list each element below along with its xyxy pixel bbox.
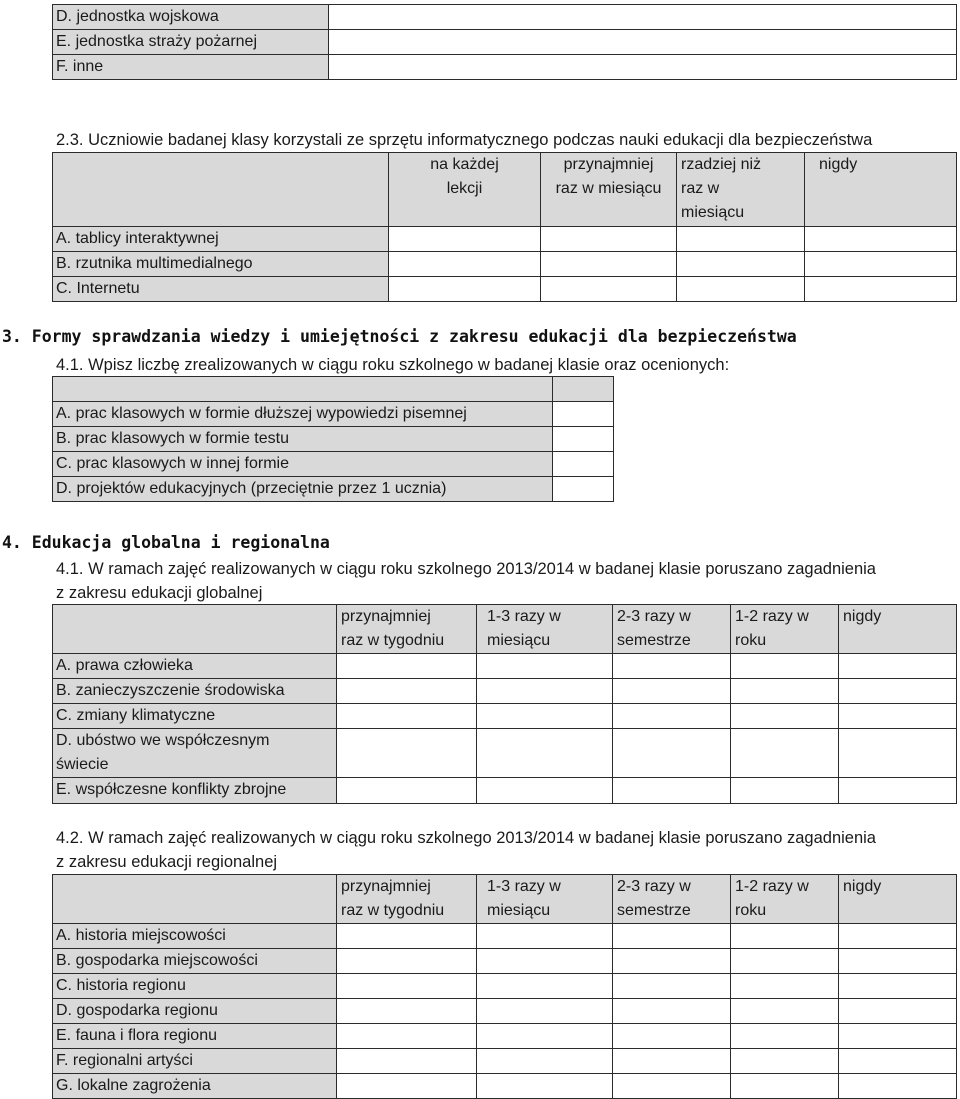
answer-cell[interactable] [337,679,477,704]
answer-cell[interactable] [839,679,957,704]
answer-cell[interactable] [731,999,839,1024]
col-header-never: nigdy [839,605,957,654]
answer-cell[interactable] [337,974,477,999]
answer-cell[interactable] [613,949,731,974]
question-4-2-regional-line2: z zakresu edukacji regionalnej [56,853,278,871]
answer-cell[interactable] [731,1024,839,1049]
col-header-never: nigdy [839,875,957,924]
answer-cell[interactable] [613,679,731,704]
row-label: A. prawa człowieka [53,654,337,679]
header-blank [53,605,337,654]
answer-cell[interactable] [337,778,477,804]
count-cell[interactable] [553,452,614,477]
col-header-1-2-yearly: 1-2 razy w roku [731,605,839,654]
question-4-2-regional-line1: 4.2. W ramach zajęć realizowanych w ciągu roku szkolnego 2013/2014 w badanej klasie poruszano zagadnienia [56,829,876,847]
assessment-table [52,376,614,502]
col-header-2-3-semester: 2-3 razy w semestrze [613,875,731,924]
answer-cell[interactable] [677,227,805,252]
answer-cell[interactable] [731,729,839,778]
col-header-1-3-monthly: 1-3 razy w miesiącu [477,605,613,654]
count-cell[interactable] [553,402,614,427]
answer-cell[interactable] [477,949,613,974]
section-4-heading: 4. Edukacja globalna i regionalna [2,533,330,552]
answer-cell[interactable] [731,924,839,949]
section-3-heading: 3. Formy sprawdzania wiedzy i umiejętności z zakresu edukacji dla bezpieczeństwa [2,327,797,346]
answer-cell[interactable] [839,704,957,729]
answer-cell[interactable] [613,974,731,999]
answer-cell[interactable] [731,949,839,974]
institution-table [52,4,957,80]
answer-cell[interactable] [477,974,613,999]
answer-cell[interactable] [839,778,957,804]
header-blank [53,875,337,924]
col-header-1-3-monthly: 1-3 razy w miesiącu [477,875,613,924]
col-header-less-than-monthly: rzadziej niż raz w miesiącu [677,153,805,227]
answer-cell[interactable] [613,1074,731,1099]
answer-cell[interactable] [389,252,541,277]
row-label: B. prac klasowych w formie testu [53,427,553,452]
row-label: D. jednostka wojskowa [53,5,329,30]
row-label: E. współczesne konflikty zbrojne [53,778,337,804]
answer-cell[interactable] [329,30,957,55]
answer-cell[interactable] [477,704,613,729]
col-header-1-2-yearly: 1-2 razy w roku [731,875,839,924]
answer-cell[interactable] [731,704,839,729]
row-label: C. Internetu [53,277,389,302]
answer-cell[interactable] [839,1024,957,1049]
answer-cell[interactable] [731,974,839,999]
answer-cell[interactable] [731,654,839,679]
answer-cell[interactable] [541,252,677,277]
answer-cell[interactable] [477,679,613,704]
answer-cell[interactable] [731,679,839,704]
answer-cell[interactable] [613,654,731,679]
answer-cell[interactable] [477,1074,613,1099]
row-label: C. prac klasowych w innej formie [53,452,553,477]
row-label: B. gospodarka miejscowości [53,949,337,974]
answer-cell[interactable] [337,924,477,949]
count-cell[interactable] [553,427,614,452]
answer-cell[interactable] [613,924,731,949]
regional-education-table [52,874,957,1099]
answer-cell[interactable] [839,729,957,778]
col-header-weekly: przynajmniej raz w tygodniu [337,875,477,924]
answer-cell[interactable] [337,999,477,1024]
global-education-table [52,604,957,804]
answer-cell[interactable] [337,949,477,974]
answer-cell[interactable] [613,999,731,1024]
col-header-never: nigdy [805,153,957,227]
row-label: C. zmiany klimatyczne [53,704,337,729]
answer-cell[interactable] [839,999,957,1024]
answer-cell[interactable] [389,227,541,252]
answer-cell[interactable] [477,999,613,1024]
row-label: B. zanieczyszczenie środowiska [53,679,337,704]
answer-cell[interactable] [337,704,477,729]
col-header-monthly: przynajmniej raz w miesiącu [541,153,677,227]
answer-cell[interactable] [839,1074,957,1099]
header-blank [53,377,553,402]
answer-cell[interactable] [731,1049,839,1074]
count-cell[interactable] [553,477,614,502]
answer-cell[interactable] [477,924,613,949]
answer-cell[interactable] [839,1049,957,1074]
header-blank [553,377,614,402]
row-label: D. ubóstwo we współczesnym świecie [53,729,337,778]
col-header-every-lesson: na każdej lekcji [389,153,541,227]
question-4-1-assessment: 4.1. Wpisz liczbę zrealizowanych w ciągu roku szkolnego w badanej klasie oraz ocenionych: [56,356,730,374]
answer-cell[interactable] [477,654,613,679]
answer-cell[interactable] [337,1049,477,1074]
answer-cell[interactable] [541,277,677,302]
question-2-3: 2.3. Uczniowie badanej klasy korzystali ze sprzętu informatycznego podczas nauki edukacji dla bezpieczeństwa [56,131,873,149]
answer-cell[interactable] [337,654,477,679]
answer-cell[interactable] [477,778,613,804]
row-label: A. tablicy interaktywnej [53,227,389,252]
answer-cell[interactable] [329,55,957,80]
answer-cell[interactable] [677,277,805,302]
row-label: F. inne [53,55,329,80]
answer-cell[interactable] [389,277,541,302]
answer-cell[interactable] [805,277,957,302]
row-label: G. lokalne zagrożenia [53,1074,337,1099]
answer-cell[interactable] [839,924,957,949]
answer-cell[interactable] [541,227,677,252]
answer-cell[interactable] [839,974,957,999]
answer-cell[interactable] [731,1074,839,1099]
row-label: B. rzutnika multimedialnego [53,252,389,277]
answer-cell[interactable] [477,1024,613,1049]
answer-cell[interactable] [613,1049,731,1074]
question-4-1-global-line1: 4.1. W ramach zajęć realizowanych w ciągu roku szkolnego 2013/2014 w badanej klasie poruszano zagadnienia [56,560,876,578]
col-header-weekly: przynajmniej raz w tygodniu [337,605,477,654]
answer-cell[interactable] [839,949,957,974]
answer-cell[interactable] [839,654,957,679]
answer-cell[interactable] [805,227,957,252]
answer-cell[interactable] [337,729,477,778]
row-label: F. regionalni artyści [53,1049,337,1074]
answer-cell[interactable] [613,704,731,729]
answer-cell[interactable] [477,1049,613,1074]
equipment-table [52,152,957,302]
answer-cell[interactable] [613,1024,731,1049]
answer-cell[interactable] [613,778,731,804]
row-label: A. historia miejscowości [53,924,337,949]
header-blank [53,153,389,227]
row-label: E. jednostka straży pożarnej [53,30,329,55]
answer-cell[interactable] [613,729,731,778]
answer-cell[interactable] [805,252,957,277]
answer-cell[interactable] [337,1074,477,1099]
row-label: E. fauna i flora regionu [53,1024,337,1049]
row-label: C. historia regionu [53,974,337,999]
question-4-1-global-line2: z zakresu edukacji globalnej [56,584,263,602]
answer-cell[interactable] [731,778,839,804]
row-label: A. prac klasowych w formie dłuższej wypowiedzi pisemnej [53,402,553,427]
row-label: D. gospodarka regionu [53,999,337,1024]
answer-cell[interactable] [677,252,805,277]
answer-cell[interactable] [329,5,957,30]
answer-cell[interactable] [337,1024,477,1049]
col-header-2-3-semester: 2-3 razy w semestrze [613,605,731,654]
answer-cell[interactable] [477,729,613,778]
row-label: D. projektów edukacyjnych (przeciętnie przez 1 ucznia) [53,477,553,502]
